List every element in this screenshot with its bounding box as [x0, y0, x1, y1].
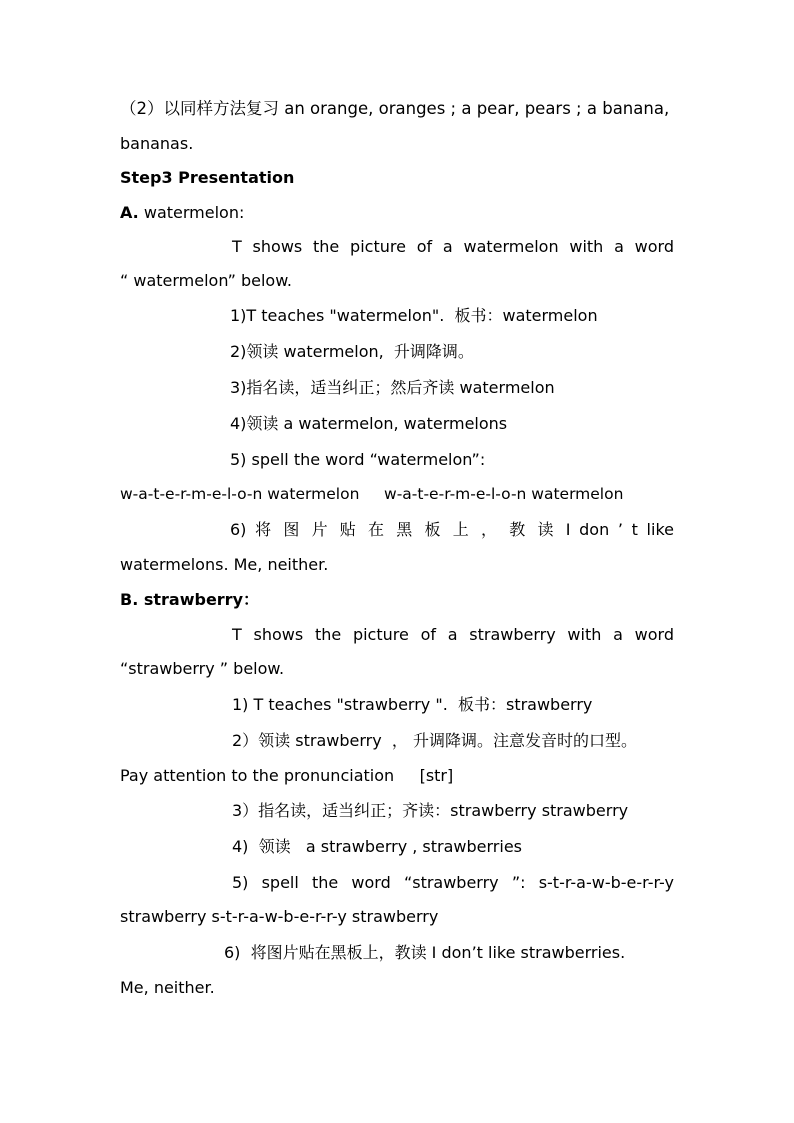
list-item: 5) spell the word “watermelon”: [230, 450, 486, 469]
list-item: 4)领读 a watermelon, watermelons [230, 414, 508, 433]
subsection-title: watermelon: [138, 203, 245, 222]
list-item: 4) 领读 a strawberry , strawberries [232, 837, 523, 856]
subsection-marker: A. [120, 203, 139, 222]
list-item: 1) T teaches "strawberry ". 板书：strawberry [232, 695, 593, 714]
section-heading: Step3 Presentation [120, 168, 295, 187]
list-item: 6) 将 图 片 贴 在 黑 板 上 ， 教 读 I don ’ t like [230, 520, 674, 539]
text-line: T shows the picture of a watermelon with a word [232, 237, 674, 256]
text-line: Me, neither. [120, 978, 215, 997]
text-line: bananas. [120, 134, 194, 153]
list-item: 2）领读 strawberry ， 升调降调。注意发音时的口型。 [232, 731, 637, 750]
text-line: “strawberry ” below. [120, 659, 285, 678]
text-line: “ watermelon” below. [120, 271, 292, 290]
text-line: watermelons. Me, neither. [120, 555, 329, 574]
text-line: （2）以同样方法复习 an orange, oranges ; a pear, pears ; a banana, [120, 99, 670, 118]
text-line: w-a-t-e-r-m-e-l-o-n watermelon w-a-t-e-r-m-e-l-o-n watermelon [120, 485, 624, 503]
list-item: 3)指名读，适当纠正；然后齐读 watermelon [230, 378, 555, 397]
list-item: 1)T teaches "watermelon". 板书：watermelon [230, 306, 598, 325]
list-item: 3）指名读，适当纠正；齐读：strawberry strawberry [232, 801, 629, 820]
list-item: 6) 将图片贴在黑板上，教读 I don’t like strawberries. [224, 943, 626, 962]
list-item: 2)领读 watermelon, 升调降调。 [230, 342, 474, 361]
subsection-heading: B. strawberry： [120, 590, 260, 609]
text-line: strawberry s-t-r-a-w-b-e-r-r-y strawberry [120, 907, 439, 926]
subsection-heading [120, 202, 244, 224]
text-line: T shows the picture of a strawberry with a word [232, 625, 674, 644]
list-item: 5) spell the word “strawberry ”: s-t-r-a-w-b-e-r-r-y [232, 873, 674, 892]
text-line: Pay attention to the pronunciation [str] [120, 766, 454, 785]
